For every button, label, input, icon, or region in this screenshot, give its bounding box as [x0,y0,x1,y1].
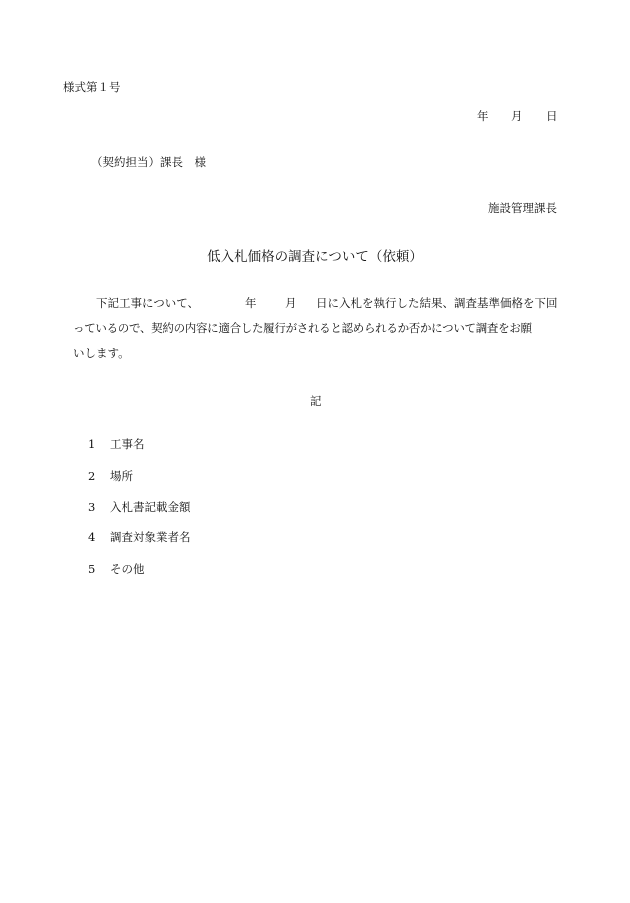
body-line1-month: 月 [285,296,297,310]
date-day: 日 [546,109,558,123]
ki-heading: 記 [310,394,322,408]
body-line3: いします。 [73,346,130,360]
addressee: （契約担当）課長 様 [91,155,206,169]
item-label: 工事名 [110,437,145,451]
item-label: 場所 [110,469,133,483]
body-line1-year: 年 [245,296,257,310]
item-label: 入札書記載金額 [110,500,191,514]
item-number: 3 [88,500,96,514]
item-label: 調査対象業者名 [110,530,191,544]
form-number: 様式第１号 [63,80,121,94]
item-number: 1 [88,437,96,451]
item-number: 2 [88,469,96,483]
item-number: 5 [88,562,96,576]
body-line1-start: 下記工事について、 [96,296,200,310]
document-title: 低入札価格の調査について（依頼） [207,249,423,265]
item-number: 4 [88,530,96,544]
item-label: その他 [110,562,145,576]
date-year: 年 [477,109,489,123]
date-month: 月 [511,109,523,123]
body-line1-end: 日に入札を執行した結果、調査基準価格を下回 [316,296,558,310]
body-line2: っているので、契約の内容に適合した履行がされると認められるか否かについて調査をお願 [73,321,532,335]
sender: 施設管理課長 [488,201,557,215]
